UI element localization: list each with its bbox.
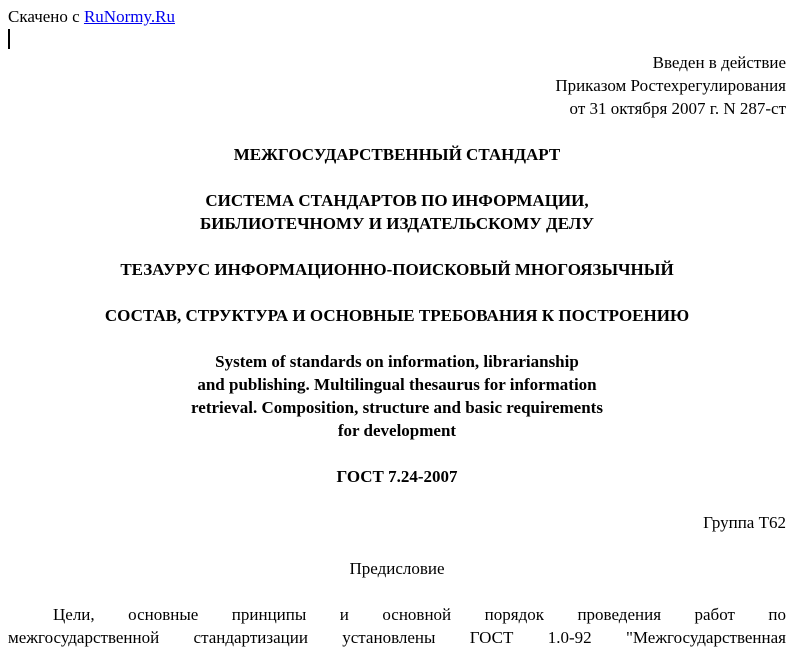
intro-line-2: Приказом Ростехрегулирования — [555, 76, 786, 95]
preface-paragraph-line-1: Цели, основные принципы и основной порядок проведения работ по — [53, 605, 786, 624]
thesaurus-title: ТЕЗАУРУС ИНФОРМАЦИОННО-ПОИСКОВЫЙ МНОГОЯЗЫЧНЫЙ — [120, 260, 674, 279]
english-title-line-4: for development — [337, 421, 457, 440]
intro-line-3: от 31 октября 2007 г. N 287-ст — [569, 99, 786, 118]
system-title-line-1: СИСТЕМА СТАНДАРТОВ ПО ИНФОРМАЦИИ, — [205, 191, 589, 210]
source-prefix: Скачено с — [8, 7, 80, 26]
english-title-line-2: and publishing. Multilingual thesaurus for information — [197, 375, 597, 394]
composition-title: СОСТАВ, СТРУКТУРА И ОСНОВНЫЕ ТРЕБОВАНИЯ К ПОСТРОЕНИЮ — [104, 306, 690, 325]
source-link[interactable]: RuNormy.Ru — [83, 7, 175, 26]
gost-number: ГОСТ 7.24-2007 — [336, 467, 458, 486]
group-label: Группа T62 — [703, 513, 786, 532]
standard-type-heading: МЕЖГОСУДАРСТВЕННЫЙ СТАНДАРТ — [233, 145, 561, 164]
preface-paragraph-line-2: межгосударственной стандартизации установлены ГОСТ 1.0-92 "Межгосударственная — [8, 628, 786, 647]
english-title-line-3: retrieval. Composition, structure and basic requirements — [191, 398, 603, 417]
source-note — [8, 5, 175, 28]
english-title-line-1: System of standards on information, librarianship — [215, 352, 579, 371]
preface-heading: Предисловие — [349, 559, 445, 578]
text-cursor — [8, 29, 10, 49]
intro-line-1: Введен в действие — [652, 53, 786, 72]
system-title-line-2: БИБЛИОТЕЧНОМУ И ИЗДАТЕЛЬСКОМУ ДЕЛУ — [200, 214, 594, 233]
